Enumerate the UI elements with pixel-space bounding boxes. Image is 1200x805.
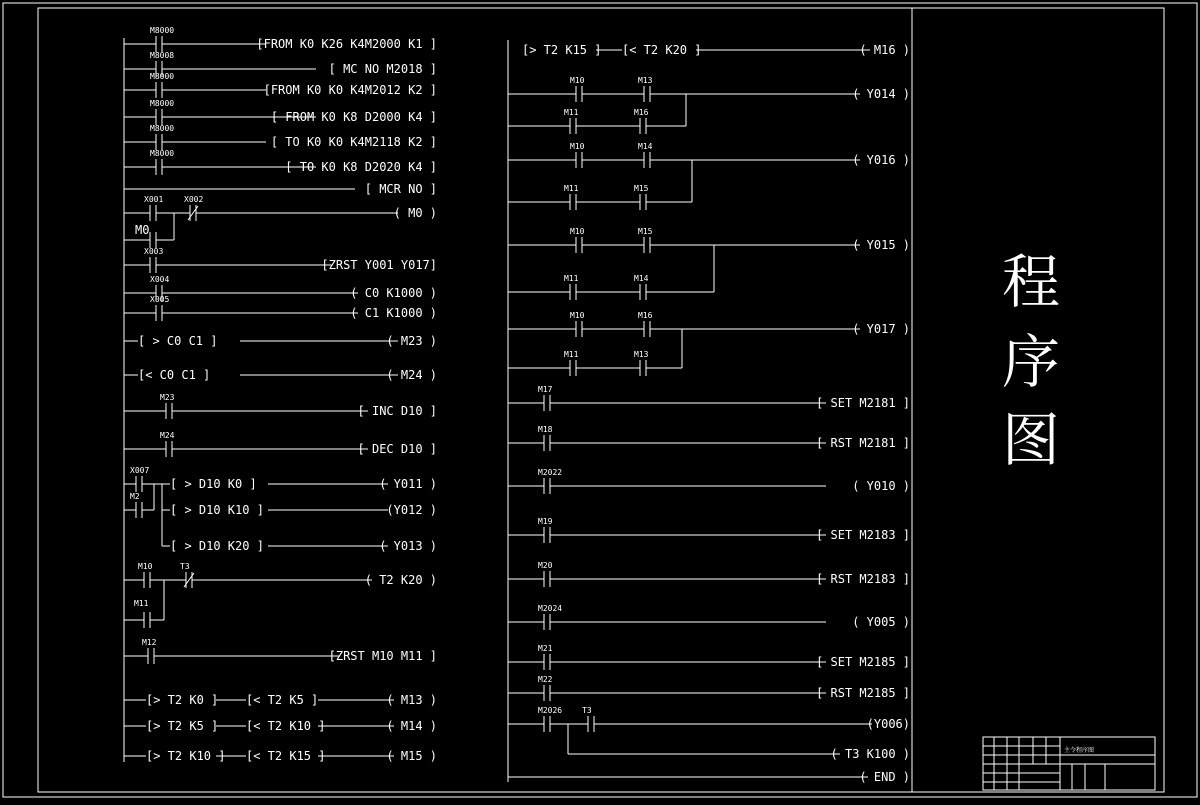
rung-instruction: ( M24 )	[386, 368, 437, 382]
contact	[538, 604, 562, 630]
contact	[634, 108, 649, 134]
contact-label: M14	[638, 142, 653, 151]
compare-instruction: [< C0 C1 ]	[138, 368, 211, 382]
contact	[150, 72, 174, 98]
rung-instruction: [ DEC D10 ]	[357, 442, 437, 456]
contact-label: M2026	[538, 706, 563, 715]
contact-label: M11	[564, 108, 579, 117]
contact	[634, 184, 649, 210]
contact	[538, 561, 553, 587]
rung-instruction: ( C0 K1000 )	[350, 286, 437, 300]
contact-label: M13	[638, 76, 653, 85]
compare-instruction: [< T2 K5 ]	[246, 693, 319, 707]
contact-label: M11	[564, 184, 579, 193]
rung-instruction: [FROM K0 K0 K4M2012 K2 ]	[263, 83, 437, 97]
contact	[150, 232, 156, 248]
left-rung-20	[124, 638, 437, 664]
rung-instruction: ( M13 )	[386, 693, 437, 707]
contact-label: M10	[570, 227, 585, 236]
rung-instruction: [ SET M2183 ]	[816, 528, 910, 542]
contact	[138, 562, 153, 588]
contact-label: M14	[634, 274, 649, 283]
rung-instruction: [ MC NO M2018 ]	[328, 62, 437, 76]
compare-instruction: [< T2 K15 ]	[246, 749, 326, 763]
contact-label: T3	[582, 706, 592, 715]
contact	[144, 612, 150, 628]
contact	[638, 227, 653, 253]
left-rungs	[124, 26, 437, 763]
compare-instruction: [ > D10 K20 ]	[170, 539, 264, 553]
left-rung-15	[124, 431, 437, 457]
rung-instruction: [ MCR NO ]	[364, 182, 437, 196]
compare-instruction: [> T2 K0 ]	[146, 693, 219, 707]
rung-instruction: [ TO K0 K8 D2020 K4 ]	[285, 160, 437, 174]
right-rung-11	[508, 604, 910, 630]
left-rung-21	[124, 693, 437, 707]
contact	[160, 431, 175, 457]
rung-instruction: [FROM K0 K26 K4M2000 K1 ]	[256, 37, 437, 51]
rung-instruction: [ RST M2185 ]	[816, 686, 910, 700]
contact	[564, 108, 579, 134]
rung-instruction: ( Y010 )	[852, 479, 910, 493]
contact-label: M11	[134, 599, 149, 608]
rung-instruction: ( T2 K20 )	[364, 573, 437, 587]
contact-label: M15	[638, 227, 653, 236]
rung-instruction: ( T3 K100 )	[830, 747, 910, 761]
right-rung-1	[522, 43, 910, 57]
rung-instruction: ( M15 )	[386, 749, 437, 763]
rung-instruction: ( M0 )	[393, 206, 437, 220]
contact-label: M22	[538, 675, 553, 684]
rung-instruction: (Y006)	[866, 717, 910, 731]
right-rung-13	[508, 675, 910, 701]
contact-label: M21	[538, 644, 553, 653]
contact	[538, 517, 553, 543]
contact	[638, 142, 653, 168]
left-rung-22	[124, 719, 437, 733]
right-rung-6	[508, 385, 910, 411]
contact-label: M10	[570, 311, 585, 320]
contact	[564, 274, 579, 300]
rung-instruction: [ RST M2183 ]	[816, 572, 910, 586]
right-rung-4	[508, 227, 910, 300]
rung-instruction: ( Y014 )	[852, 87, 910, 101]
rung-instruction: ( M14 )	[386, 719, 437, 733]
contact-label: M20	[538, 561, 553, 570]
contact-label: X002	[184, 195, 204, 204]
compare-instruction: [> T2 K10 ]	[146, 749, 226, 763]
compare-instruction: [> T2 K15 ]	[522, 43, 602, 57]
compare-instruction: [ > C0 C1 ]	[138, 334, 218, 348]
contact	[582, 706, 594, 732]
contact-label: M8000	[150, 99, 175, 108]
contact	[564, 350, 579, 376]
contact-label: M23	[160, 393, 175, 402]
right-rung-15	[568, 724, 910, 761]
contact	[144, 247, 163, 273]
contact	[150, 295, 169, 321]
right-rung-10	[508, 561, 910, 587]
compare-instruction: [ > D10 K0 ]	[170, 477, 257, 491]
contact	[538, 468, 562, 494]
contact-label: M2022	[538, 468, 563, 477]
left-rung-12	[124, 334, 437, 348]
left-rung-4	[124, 99, 437, 125]
contact	[144, 195, 163, 221]
contact-label: M10	[138, 562, 153, 571]
contact	[150, 99, 174, 125]
contact-label: M11	[564, 274, 579, 283]
contact	[538, 706, 562, 732]
left-rung-19	[124, 562, 437, 628]
contact-label: M24	[160, 431, 175, 440]
right-rung-7	[508, 425, 910, 451]
left-rung-13	[124, 368, 437, 382]
left-rung-1	[124, 26, 437, 52]
rung-instruction: [ RST M2181 ]	[816, 436, 910, 450]
right-rung-8	[508, 468, 910, 494]
right-rungs	[508, 43, 910, 784]
right-rung-9	[508, 517, 910, 543]
rung-instruction: ( Y013 )	[379, 539, 437, 553]
contact	[538, 425, 553, 451]
rung-instruction: ( M16 )	[859, 43, 910, 57]
contact-label: M15	[634, 184, 649, 193]
contact	[634, 274, 649, 300]
right-rung-2	[508, 76, 910, 134]
contact-label: M0	[135, 223, 150, 237]
right-rung-3	[508, 142, 910, 210]
title-char-1: 程	[1002, 248, 1061, 316]
contact	[538, 644, 553, 670]
compare-instruction: [ > D10 K10 ]	[170, 503, 264, 517]
contact-label: M10	[570, 76, 585, 85]
contact	[538, 385, 553, 411]
contact-label: X005	[150, 295, 170, 304]
contact	[638, 76, 653, 102]
rung-instruction: [ZRST Y001 Y017]	[321, 258, 437, 272]
right-rung-12	[508, 644, 910, 670]
compare-instruction: [< T2 K10 ]	[246, 719, 326, 733]
contact-label: M2	[130, 492, 140, 501]
contact	[634, 350, 649, 376]
contact-label: M10	[570, 142, 585, 151]
left-rung-10	[124, 275, 437, 301]
contact-label: M2024	[538, 604, 563, 613]
rung-instruction: [ SET M2185 ]	[816, 655, 910, 669]
contact-label: M8000	[150, 124, 175, 133]
contact	[130, 492, 142, 518]
contact-label: M8000	[150, 26, 175, 35]
rung-instruction: ( Y016 )	[852, 153, 910, 167]
rung-instruction: [ZRST M10 M11 ]	[328, 649, 437, 663]
contact	[142, 638, 157, 664]
rung-instruction: ( Y011 )	[379, 477, 437, 491]
left-rung-6	[124, 149, 437, 175]
contact	[160, 393, 175, 419]
contact-label: X007	[130, 466, 150, 475]
contact	[130, 466, 149, 492]
compare-instruction: [< T2 K20 ]	[622, 43, 702, 57]
contact	[184, 195, 203, 221]
contact	[150, 149, 174, 175]
contact-label: M12	[142, 638, 157, 647]
rung-instruction: ( Y005 )	[852, 615, 910, 629]
rung-instruction: [ SET M2181 ]	[816, 396, 910, 410]
left-rung-5	[124, 124, 437, 150]
contact-label: M11	[564, 350, 579, 359]
contact-label: X001	[144, 195, 164, 204]
rung-instruction: ( C1 K1000 )	[350, 306, 437, 320]
rung-instruction: ( Y017 )	[852, 322, 910, 336]
title-char-2: 序	[1002, 328, 1061, 396]
left-rung-16-18	[124, 466, 437, 553]
contact-label: M18	[538, 425, 553, 434]
right-rung-5	[508, 311, 910, 376]
contact-label: M16	[638, 311, 653, 320]
contact	[150, 124, 174, 150]
right-rung-end	[508, 770, 910, 784]
contact	[150, 26, 174, 52]
rung-instruction: ( M23 )	[386, 334, 437, 348]
title-block-name: 主令程序图	[1064, 747, 1095, 754]
contact-label: M8008	[150, 51, 175, 60]
left-rung-14	[124, 393, 437, 419]
contact-label: M13	[634, 350, 649, 359]
contact-label: M17	[538, 385, 553, 394]
contact	[564, 184, 579, 210]
contact	[180, 562, 194, 588]
contact	[638, 311, 653, 337]
rung-instruction: ( END )	[859, 770, 910, 784]
left-rung-9	[124, 247, 437, 273]
contact	[570, 311, 585, 337]
rung-instruction: [ TO K0 K0 K4M2118 K2 ]	[270, 135, 437, 149]
contact-label: X004	[150, 275, 170, 284]
rung-instruction: (Y012 )	[386, 503, 437, 517]
contact-label: M8000	[150, 149, 175, 158]
rung-instruction: [ INC D10 ]	[357, 404, 437, 418]
contact-label: X003	[144, 247, 164, 256]
contact	[570, 227, 585, 253]
title-block	[983, 737, 1155, 790]
contact	[570, 76, 585, 102]
rung-instruction: ( Y015 )	[852, 238, 910, 252]
left-rung-8	[124, 195, 437, 248]
contact-label: M16	[634, 108, 649, 117]
contact	[538, 675, 553, 701]
compare-instruction: [> T2 K5 ]	[146, 719, 219, 733]
contact-label: M19	[538, 517, 553, 526]
contact	[570, 142, 585, 168]
rung-instruction: [ FROM K0 K8 D2000 K4 ]	[270, 110, 437, 124]
title-char-3: 图	[1002, 406, 1061, 474]
outer-frame	[3, 3, 1197, 797]
contact-label: T3	[180, 562, 190, 571]
contact-label: M8000	[150, 72, 175, 81]
left-rung-23	[124, 749, 437, 763]
left-rung-7	[124, 182, 437, 196]
